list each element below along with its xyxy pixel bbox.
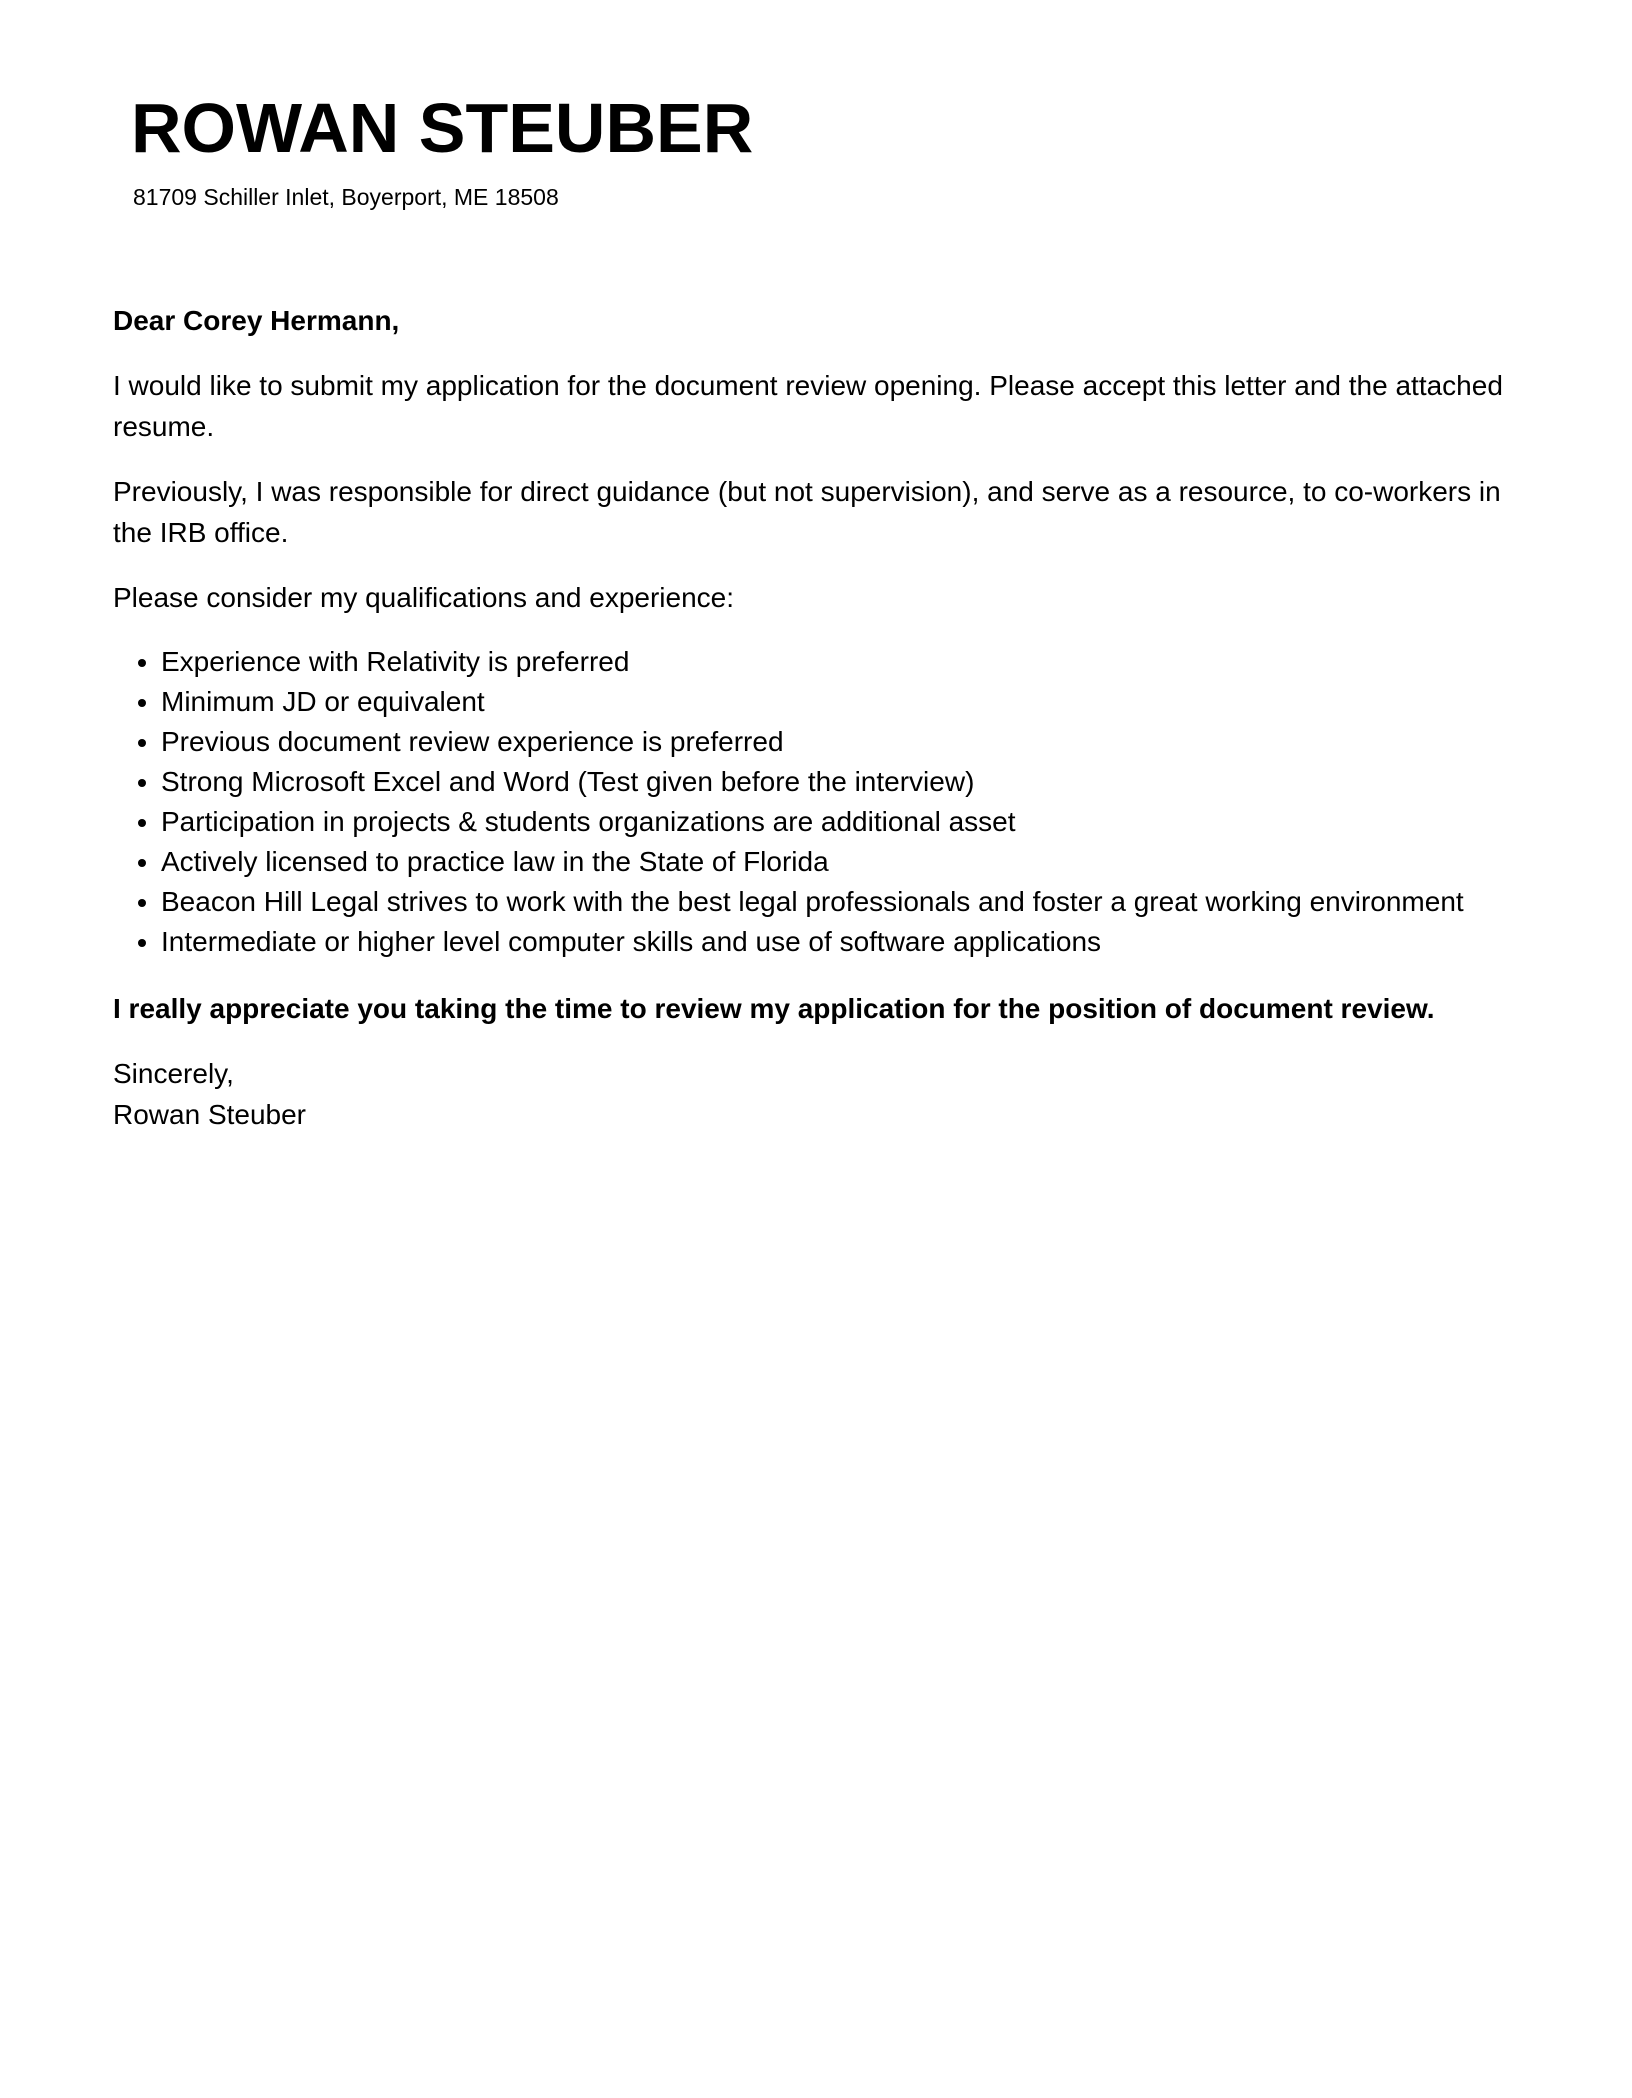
paragraph-intro: I would like to submit my application for the document review opening. Please accept this letter and the attached resume.	[113, 370, 1503, 442]
closing-statement: I really appreciate you taking the time to review my application for the position of document review.	[113, 993, 1435, 1024]
list-item: • Beacon Hill Legal strives to work with the best legal professionals and foster a great working environment	[161, 882, 1533, 922]
list-item: • Actively licensed to practice law in the State of Florida	[161, 842, 1533, 882]
list-item: • Previous document review experience is preferred	[161, 722, 1533, 762]
applicant-address: 81709 Schiller Inlet, Boyerport, ME 18508	[133, 184, 559, 210]
list-item: • Strong Microsoft Excel and Word (Test given before the interview)	[161, 762, 1533, 802]
signoff-block	[113, 1053, 1533, 1135]
qualifications-list	[113, 642, 1533, 962]
signature: Rowan Steuber	[113, 1099, 307, 1130]
letter-body	[113, 300, 1533, 1135]
list-item: • Experience with Relativity is preferred	[161, 642, 1533, 682]
list-item: • Participation in projects & students organizations are additional asset	[161, 802, 1533, 842]
greeting: Dear Corey Hermann,	[113, 305, 400, 336]
list-item: • Intermediate or higher level computer skills and use of software applications	[161, 922, 1533, 962]
list-item: • Minimum JD or equivalent	[161, 682, 1533, 722]
signoff: Sincerely,	[113, 1058, 234, 1089]
paragraph-qualifications: Please consider my qualifications and experience:	[113, 582, 735, 613]
paragraph-experience: Previously, I was responsible for direct guidance (but not supervision), and serve as a resource, to co-workers in the IRB office.	[113, 476, 1501, 548]
applicant-name: ROWAN STEUBER	[131, 89, 754, 167]
